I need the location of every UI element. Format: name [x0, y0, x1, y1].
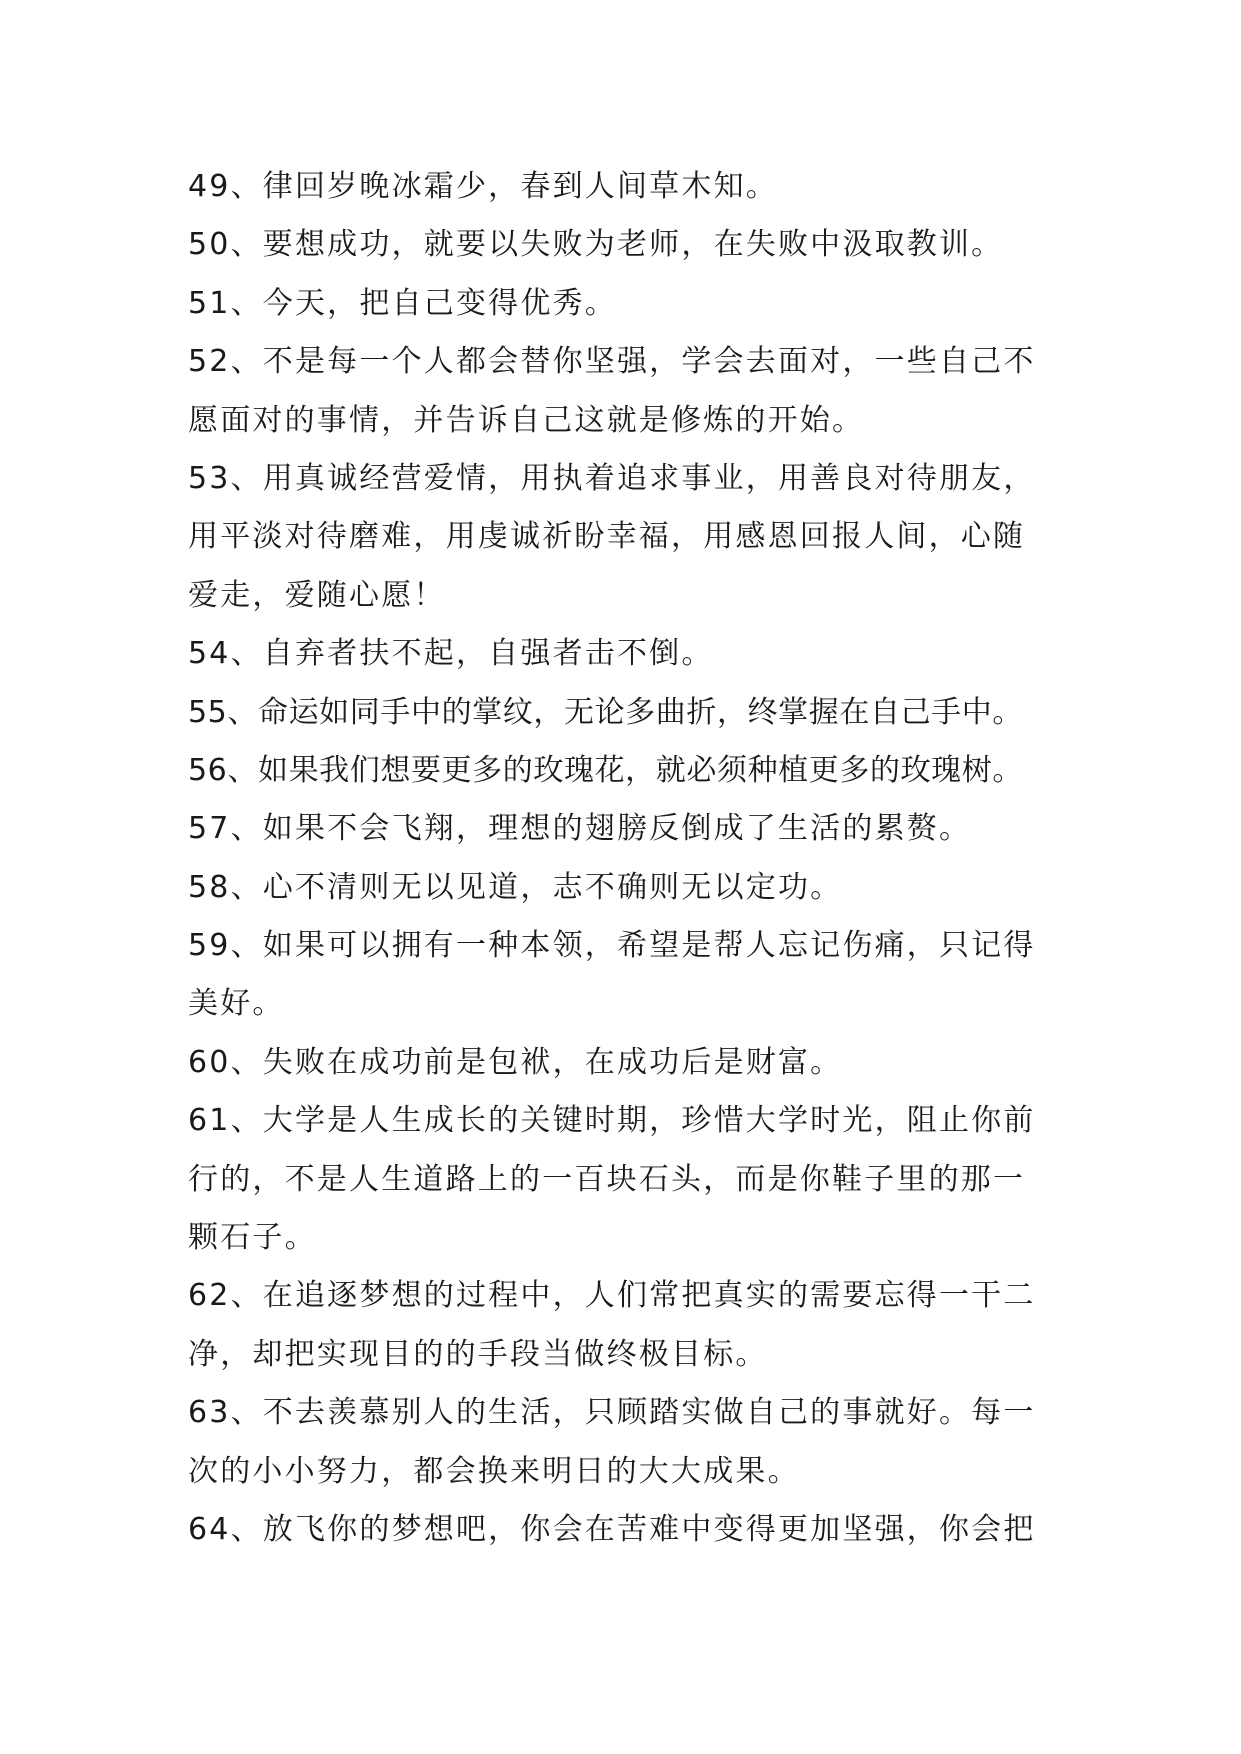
text-line: 爱走，爱随心愿！ — [188, 577, 446, 613]
text-line: 美好。 — [188, 986, 285, 1022]
text-line: 59、如果可以拥有一种本领，希望是帮人忘记伤痛，只记得 — [188, 928, 1036, 964]
text-line: 52、不是每一个人都会替你坚强，学会去面对，一些自己不 — [188, 344, 1036, 380]
text-line: 用平淡对待磨难，用虔诚祈盼幸福，用感恩回报人间，心随 — [188, 519, 1026, 555]
text-line: 56、如果我们想要更多的玫瑰花，就必须种植更多的玫瑰树。 — [188, 752, 1023, 788]
text-line: 54、自弃者扶不起，自强者击不倒。 — [188, 636, 714, 672]
text-line: 次的小小努力，都会换来明日的大大成果。 — [188, 1453, 800, 1489]
text-line: 58、心不清则无以见道，志不确则无以定功。 — [188, 869, 843, 905]
text-line: 净，却把实现目的的手段当做终极目标。 — [188, 1336, 768, 1372]
text-line: 颗石子。 — [188, 1220, 317, 1256]
text-line: 55、命运如同手中的掌纹，无论多曲折，终掌握在自己手中。 — [188, 694, 1023, 730]
text-line: 49、律回岁晚冰霜少，春到人间草木知。 — [188, 169, 778, 204]
text-line: 61、大学是人生成长的关键时期，珍惜大学时光，阻止你前 — [188, 1103, 1036, 1139]
text-line: 53、用真诚经营爱情，用执着追求事业，用善良对待朋友， — [188, 460, 1036, 496]
text-line: 60、失败在成功前是包袱，在成功后是财富。 — [188, 1044, 843, 1080]
text-line: 行的，不是人生道路上的一百块石头，而是你鞋子里的那一 — [188, 1161, 1026, 1197]
text-line: 64、放飞你的梦想吧，你会在苦难中变得更加坚强，你会把 — [188, 1511, 1036, 1547]
text-line: 愿面对的事情，并告诉自己这就是修炼的开始。 — [188, 402, 865, 438]
text-line: 51、今天，把自己变得优秀。 — [188, 285, 617, 321]
text-line: 57、如果不会飞翔，理想的翅膀反倒成了生活的累赘。 — [188, 811, 972, 847]
text-line: 62、在追逐梦想的过程中，人们常把真实的需要忘得一干二 — [188, 1278, 1036, 1314]
text-line: 63、不去羡慕别人的生活，只顾踏实做自己的事就好。每一 — [188, 1395, 1036, 1431]
document-body — [188, 158, 1068, 1559]
text-line: 50、要想成功，就要以失败为老师，在失败中汲取教训。 — [188, 227, 1004, 263]
